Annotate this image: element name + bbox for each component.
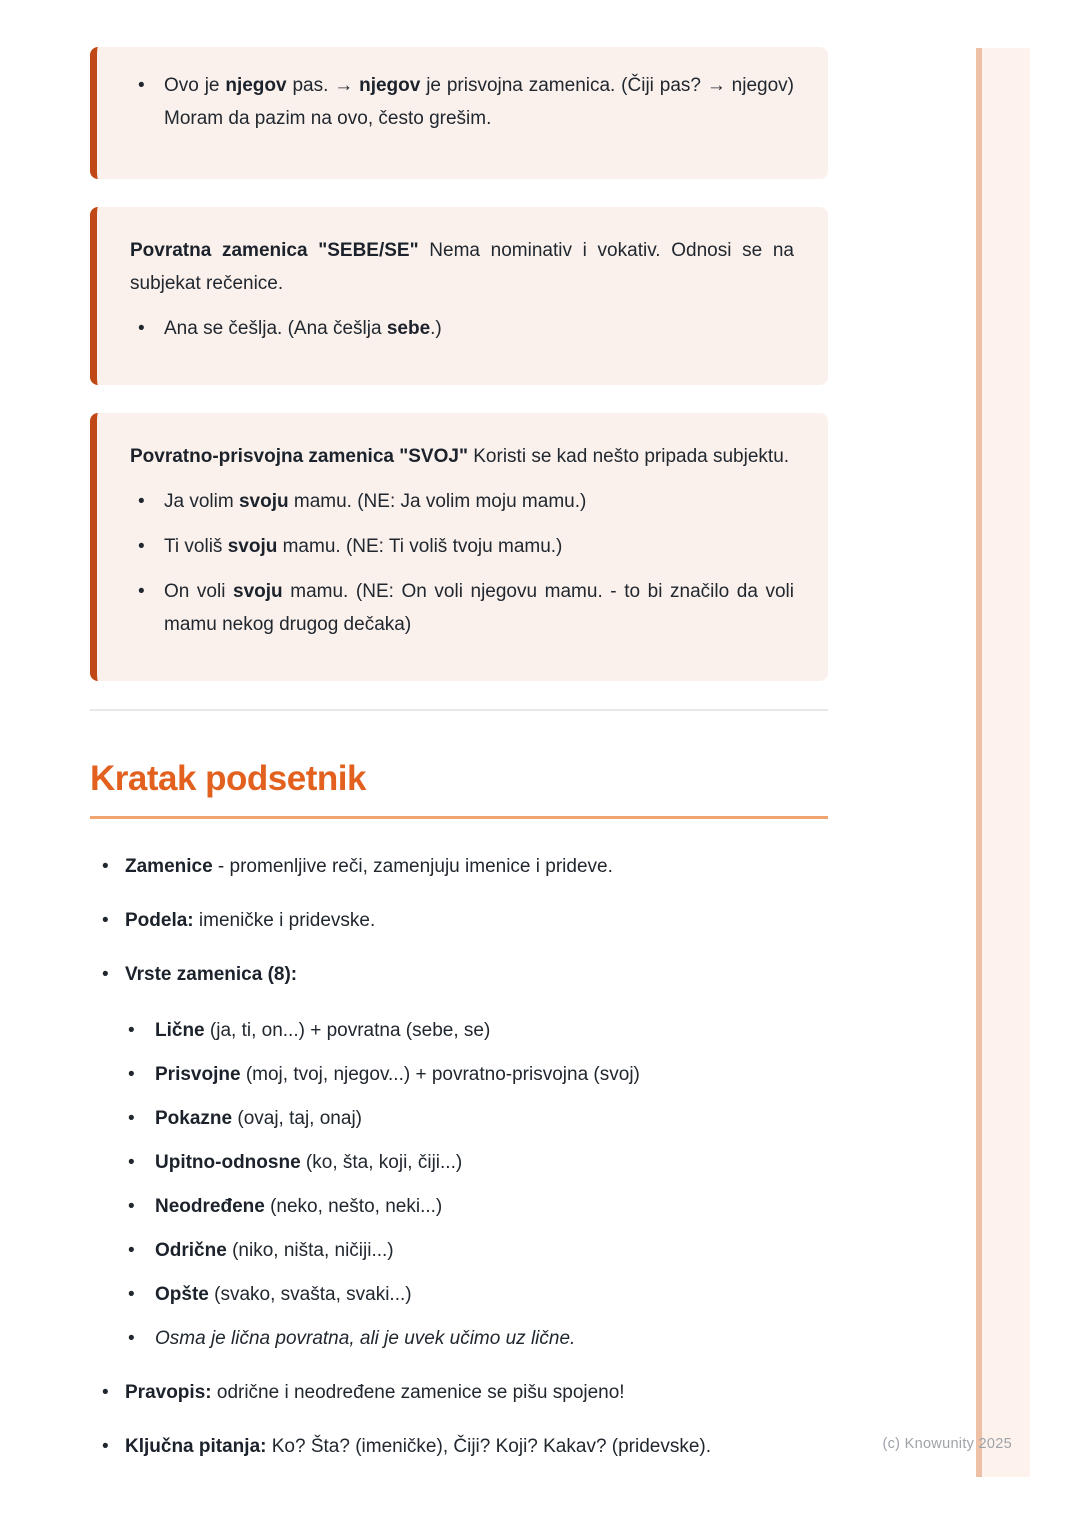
summary-item: [90, 959, 828, 1354]
summary-sub-item: [125, 1191, 828, 1222]
text-run: pas. →: [286, 75, 360, 96]
text-run: (ja, ti, on...) + povratna (sebe, se): [204, 1020, 491, 1041]
summary-sub-item: [125, 1015, 828, 1046]
bold-text: Vrste zamenica (8):: [125, 964, 298, 985]
document-content: [90, 0, 828, 1485]
text-run: je prisvojna zamenica. (Čiji pas? → njegov) Moram da pazim na ovo, često grešim.: [164, 75, 794, 129]
callout-bullet-list: [130, 69, 794, 135]
text-run: - promenljive reči, zamenjuju imenice i prideve.: [212, 856, 613, 877]
bold-text: Neodređene: [155, 1196, 265, 1217]
text-run: (moj, tvoj, njegov...) + povratno-prisvojna (svoj): [240, 1064, 640, 1085]
callout-box: [90, 413, 828, 681]
bold-text: Zamenice: [125, 856, 213, 877]
text-run: (svako, svašta, svaki...): [208, 1284, 412, 1305]
text-run: mamu. (NE: On voli njegovu mamu. - to bi značilo da voli mamu nekog drugog dečaka): [164, 581, 794, 635]
callout-bullet-item: [130, 575, 794, 641]
summary-sub-list: [125, 1015, 828, 1354]
text-run: (ko, šta, koji, čiji...): [300, 1152, 463, 1173]
text-run: Ovo je: [164, 75, 226, 96]
callout-box: [90, 207, 828, 385]
text-run: Ti voliš: [164, 536, 228, 557]
bold-text: Ključna pitanja:: [125, 1436, 267, 1457]
text-run: Ja volim: [164, 491, 239, 512]
section-heading: Kratak podsetnik: [90, 759, 366, 798]
bold-text: Upitno-odnosne: [155, 1152, 301, 1173]
text-run: (ovaj, taj, onaj): [232, 1108, 362, 1129]
summary-list: [90, 851, 828, 1462]
summary-sub-item: [125, 1323, 828, 1354]
text-run: .): [430, 318, 442, 339]
bold-text: njegov: [359, 75, 421, 96]
summary-item: [90, 851, 828, 882]
callout-box: [90, 47, 828, 179]
callout-section: [90, 47, 828, 681]
text-run: On voli: [164, 581, 234, 602]
italic-text: Osma je lična povratna, ali je uvek učimo uz lične.: [155, 1328, 576, 1349]
summary-sub-item: [125, 1103, 828, 1134]
section-divider: [90, 709, 828, 711]
bold-text: Odrične: [155, 1240, 227, 1261]
text-run: (niko, ništa, ničiji...): [226, 1240, 394, 1261]
bold-text: Lične: [155, 1020, 205, 1041]
summary-sub-item: [125, 1147, 828, 1178]
callout-bullet-item: [130, 312, 794, 345]
summary-sub-item: [125, 1279, 828, 1310]
copyright-footer: (c) Knowunity 2025: [882, 1436, 1012, 1452]
summary-item: [90, 1431, 828, 1462]
text-run: odrične i neodređene zamenice se pišu spojeno!: [211, 1382, 625, 1403]
bold-text: Opšte: [155, 1284, 209, 1305]
bold-text: Povratno-prisvojna zamenica "SVOJ": [130, 446, 468, 467]
bold-text: svoju: [238, 491, 289, 512]
right-accent-panel: [982, 48, 1030, 1477]
bold-text: njegov: [225, 75, 287, 96]
bold-text: Pokazne: [155, 1108, 233, 1129]
callout-bullet-item: [130, 69, 794, 135]
callout-bullet-list: [130, 485, 794, 641]
summary-sub-item: [125, 1235, 828, 1266]
summary-sub-item: [125, 1059, 828, 1090]
bold-text: Povratna zamenica "SEBE/SE": [130, 240, 419, 261]
heading-underline: [90, 816, 828, 819]
summary-item: [90, 1377, 828, 1408]
bold-text: sebe: [386, 318, 431, 339]
text-run: (neko, nešto, neki...): [264, 1196, 443, 1217]
text-run: Ko? Šta? (imeničke), Čiji? Koji? Kakav? (pridevske).: [266, 1436, 712, 1457]
bold-text: Podela:: [125, 910, 194, 931]
text-run: mamu. (NE: Ti voliš tvoju mamu.): [277, 536, 563, 557]
bold-text: Prisvojne: [155, 1064, 241, 1085]
bold-text: Pravopis:: [125, 1382, 212, 1403]
text-run: Koristi se kad nešto pripada subjektu.: [467, 446, 790, 467]
text-run: mamu. (NE: Ja volim moju mamu.): [288, 491, 587, 512]
callout-bullet-list: [130, 312, 794, 345]
callout-lead: [130, 234, 794, 300]
callout-bullet-item: [130, 485, 794, 518]
bold-text: svoju: [227, 536, 278, 557]
text-run: Ana se češlja. (Ana češlja: [164, 318, 387, 339]
text-run: Nema nominativ i vokativ. Odnosi se na subjekat rečenice.: [130, 240, 795, 294]
callout-lead: [130, 440, 794, 473]
summary-item: [90, 905, 828, 936]
text-run: imeničke i pridevske.: [193, 910, 376, 931]
bold-text: svoju: [233, 581, 283, 602]
callout-bullet-item: [130, 530, 794, 563]
